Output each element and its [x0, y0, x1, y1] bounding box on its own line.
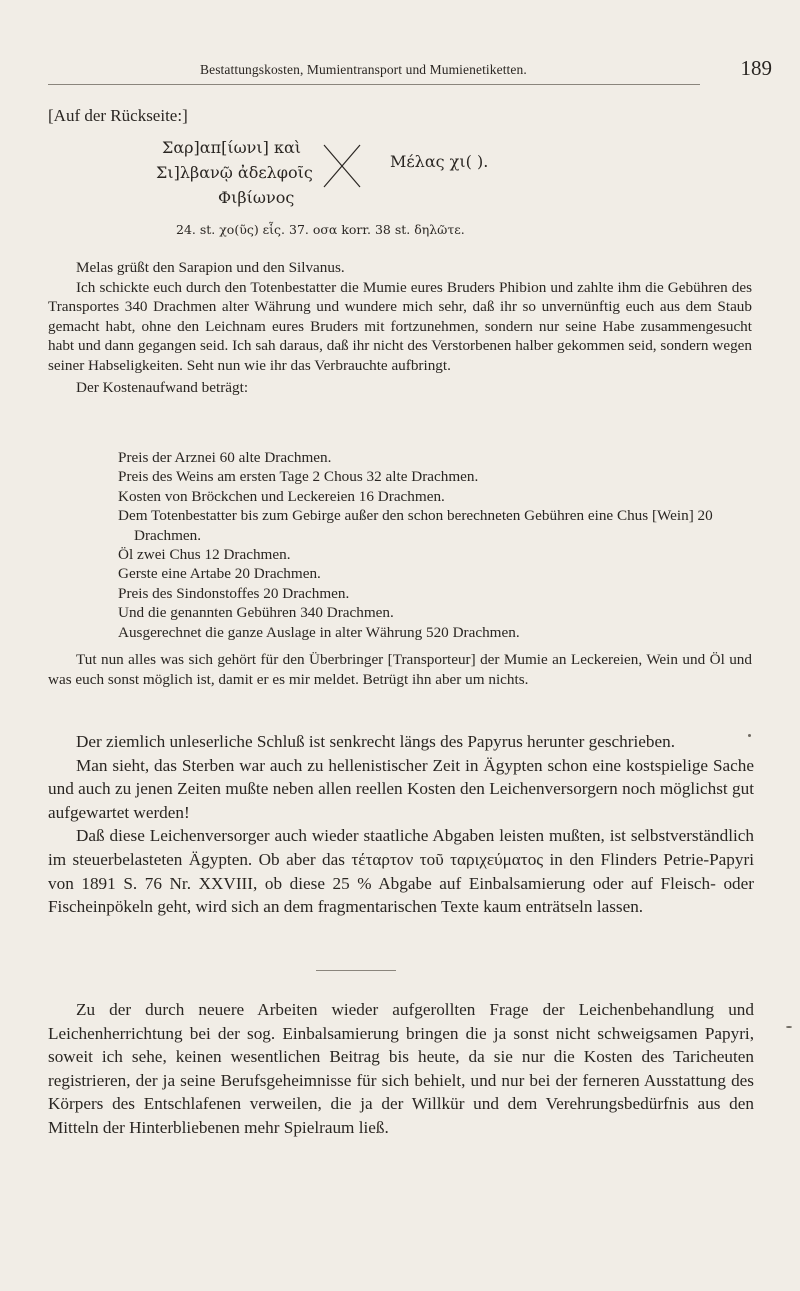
cost-item: Ausgerechnet die ganze Auslage in alter Währung 520 Drachmen. [118, 623, 520, 641]
cost-item: Preis des Sindonstoffes 20 Drachmen. [118, 584, 350, 602]
cost-item: Preis der Arznei 60 alte Drachmen. [118, 449, 332, 466]
commentary-paragraph-2: Man sieht, das Sterben war auch zu hellenistischer Zeit in Ägypten schon eine kostspielige Sache und auch zu jenen Zeiten mußte neben allen reellen Kosten den Leichenversorgern noch möglichst gut aufgewartet werden! [48, 755, 754, 822]
essay-block [48, 998, 754, 1140]
cost-item: Kosten von Bröckchen und Leckereien 16 Drachmen. [118, 487, 445, 505]
running-title: Bestattungskosten, Mumientransport und Mumienetiketten. [200, 62, 527, 77]
translation-block [48, 258, 752, 397]
commentary-paragraph-1: Der ziemlich unleserliche Schluß ist senkrecht längs des Papyrus herunter geschrieben. [76, 732, 675, 751]
commentary-paragraph-3: Daß diese Leichenversorger auch wieder staatliche Abgaben leisten mußten, ist selbstverständlich im steuerbelasteten Ägypten. Ob aber das τέταρτον τοῦ ταριχεύματος in den Flinders Petrie-Papyri von 1891 S. 76 Nr. XXVIII, ob diese 25 % Abgabe auf Einbalsamierung oder auf Fleisch- oder Fischeinpökeln geht, wird sich an dem fragmentarischen Texte kaum enträtseln lassen. [48, 826, 754, 917]
costs-intro: Der Kostenaufwand beträgt: [76, 378, 249, 396]
commentary-block [48, 730, 754, 919]
closing-block [48, 650, 752, 689]
page-number: 189 [740, 56, 772, 80]
address-line-2: Σι]λβανῷ ἀδελφοῖς [156, 163, 313, 182]
verso-label: [Auf der Rückseite:] [48, 106, 188, 125]
page-header [48, 56, 772, 85]
sender-line: Μέλας χι( ). [390, 152, 489, 171]
critical-apparatus: 24. st. χο(ῦς) εἷς. 37. οσα korr. 38 st. δηλῶτε. [176, 222, 465, 237]
translation-body: Ich schickte euch durch den Totenbestatter die Mumie eures Bruders Phibion und zahlte ihm die Gebühren des Transportes 340 Drachmen alter Währung und wundere mich sehr, daß ihr so unvernünftig euch aus dem Staub gemacht habt, ohne den Leichnam eures Bruders mit fortzunehmen, sondern nur seine Habe zusammengesucht habt und dann gegangen seid. Ich sah daraus, daß ihr nicht des Verstorbenen halber gekommen seid, sondern wegen seiner Habseligkeiten. Seht nun wie ihr das Verbrauchte aufbringt. [48, 278, 752, 374]
address-cross-mark [322, 143, 362, 189]
address-line-3: Φιβίωνος [218, 188, 295, 207]
cost-item: Dem Totenbestatter bis zum Gebirge außer den schon berechneten Gebühren eine Chus [Wein] 20 Drachmen. [118, 507, 713, 544]
section-divider [316, 970, 396, 971]
closing-paragraph: Tut nun alles was sich gehört für den Überbringer [Transporteur] der Mumie an Leckereien, Wein und Öl und was euch sonst möglich ist, damit er es mir meldet. Betrügt ihn aber um nichts. [48, 651, 752, 688]
essay-paragraph: Zu der durch neuere Arbeiten wieder aufgerollten Frage der Leichenbehandlung und Leichenherrichtung bei der sog. Einbalsamierung bringen die ja sonst nicht schweigsamen Papyri, soweit ich sehe, keinen wesentlichen Beitrag bis heute, da sie nur die Kosten des Taricheuten registrieren, der ja seine Berufsgeheimnisse für sich behielt, und nur bei der ferneren Ausstattung des Körpers des Entschlafenen verweilen, die ja der Willkür und dem Verehrungsbedürfnis aus den Mitteln der Hinterbliebenen mehr Spielraum ließ. [48, 1000, 754, 1137]
address-line-1: Σαρ]απ[ίωνι] καὶ [162, 138, 302, 157]
paper-speck [786, 1026, 792, 1028]
cost-item: Gerste eine Artabe 20 Drachmen. [118, 565, 321, 583]
cost-item: Preis des Weins am ersten Tage 2 Chous 32 alte Drachmen. [118, 468, 479, 486]
greeting: Melas grüßt den Sarapion und den Silvanus. [76, 259, 345, 276]
paper-speck [748, 734, 751, 737]
cost-item: Öl zwei Chus 12 Drachmen. [118, 546, 291, 564]
cost-item: Und die genannten Gebühren 340 Drachmen. [118, 604, 394, 622]
cost-list [118, 448, 758, 642]
